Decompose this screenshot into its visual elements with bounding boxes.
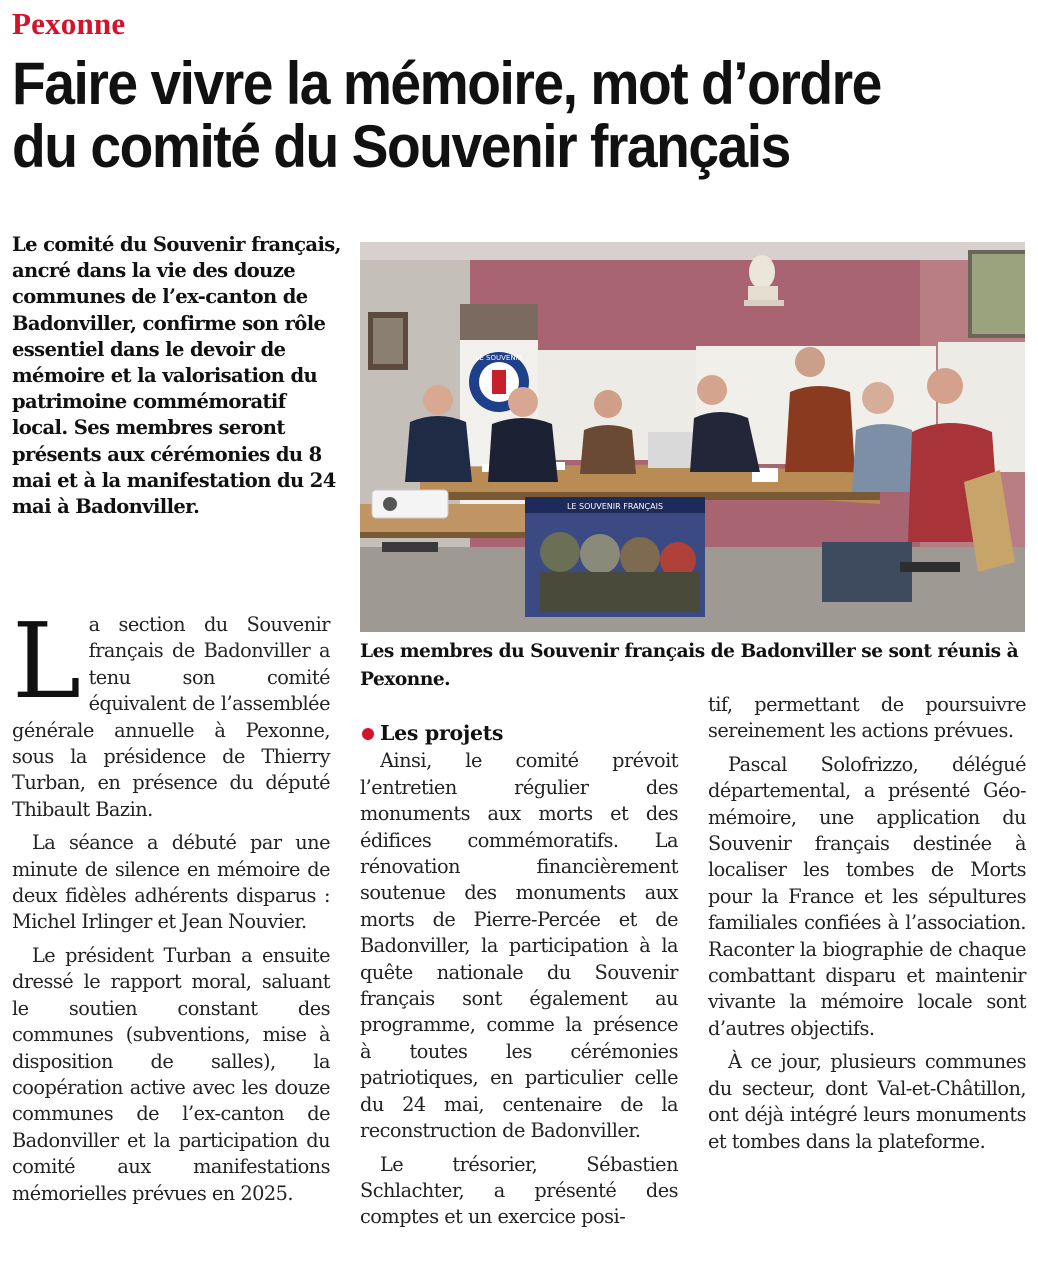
banner-text: LE SOUVENIR bbox=[475, 354, 523, 362]
drop-cap: L bbox=[12, 600, 81, 722]
poster-text: LE SOUVENIR FRANÇAIS bbox=[566, 502, 664, 511]
paragraph-5: Le trésorier, Sébastien Schlachter, a présenté des comptes et un exercice posi- bbox=[360, 1152, 678, 1229]
paragraph-3: Le président Turban a ensuite dressé le rapport moral, saluant le soutien constant des communes (subventions, mise à disposition de salles), la coopération active avec les douze communes de l’ex-canton de Badonviller et la participation du comité aux manifestations mémorielles prévues en 2025. bbox=[12, 943, 330, 1205]
lead-paragraph: Le comité du Souvenir français, ancré dans la vie des douze communes de l’ex-canton de Badonviller, confirme son rôle essentiel dans le devoir de mémoire et la valorisation du patrimoine commémoratif local. Ses membres seront présents aux cérémonies du 8 mai et à la manifestation du 24 mai à Badonviller. bbox=[12, 233, 341, 519]
paragraph-4: Ainsi, le comité prévoit l’entretien régulier des monuments aux morts et des édifices commémoratifs. La rénovation financièrement soutenue des monuments aux morts de Pierre-Percée et de Badonviller, la participation à la quête nationale du Souvenir français sont également au programme, comme la présence à toutes les cérémonies patriotiques, en particulier celle du 24 mai, centenaire de la reconstruction de Badonviller. bbox=[360, 749, 678, 1143]
article-photo bbox=[360, 242, 1025, 632]
poster-graphic bbox=[525, 497, 705, 617]
paragraph-1 bbox=[12, 600, 330, 823]
bullet-icon bbox=[362, 728, 374, 740]
subhead bbox=[360, 720, 678, 746]
subhead-text: Les projets bbox=[380, 721, 504, 745]
article-column-3 bbox=[708, 692, 1026, 1162]
paragraph-5-continued: tif, permettant de poursuivre sereinement les actions prévues. bbox=[708, 693, 1026, 743]
paragraph-1-text: a section du Souvenir français de Badonviller a tenu son comité équivalent de l’assemblée générale annuelle à Pexonne, sous la présidence de Thierry Turban, en présence du député Thibault Bazin. bbox=[12, 613, 330, 821]
section-kicker: Pexonne bbox=[12, 6, 126, 41]
paragraph-7: À ce jour, plusieurs communes du secteur, dont Val-et-Châtillon, ont déjà intégré leurs monuments et tombes dans la plateforme. bbox=[708, 1050, 1026, 1153]
article-column-1 bbox=[12, 600, 330, 1214]
paragraph-2: La séance a débuté par une minute de silence en mémoire de deux fidèles adhérents disparus : Michel Irlinger et Jean Nouvier. bbox=[12, 831, 330, 934]
headline: Faire vivre la mémoire, mot d’ordre du comité du Souvenir français bbox=[12, 50, 881, 180]
article-column-2 bbox=[360, 720, 678, 1238]
paragraph-6: Pascal Solofrizzo, délégué départemental, a présenté Géo-mémoire, une application du Souvenir français destinée à localiser les tombes de Morts pour la France et les sépultures familiales confiées à l’association. Raconter la biographie de chaque combattant disparu et maintenir vivante la mémoire locale sont d’autres objectifs. bbox=[708, 752, 1026, 1040]
photo-caption: Les membres du Souvenir français de Badonviller se sont réunis à Pexonne. bbox=[360, 641, 1019, 690]
